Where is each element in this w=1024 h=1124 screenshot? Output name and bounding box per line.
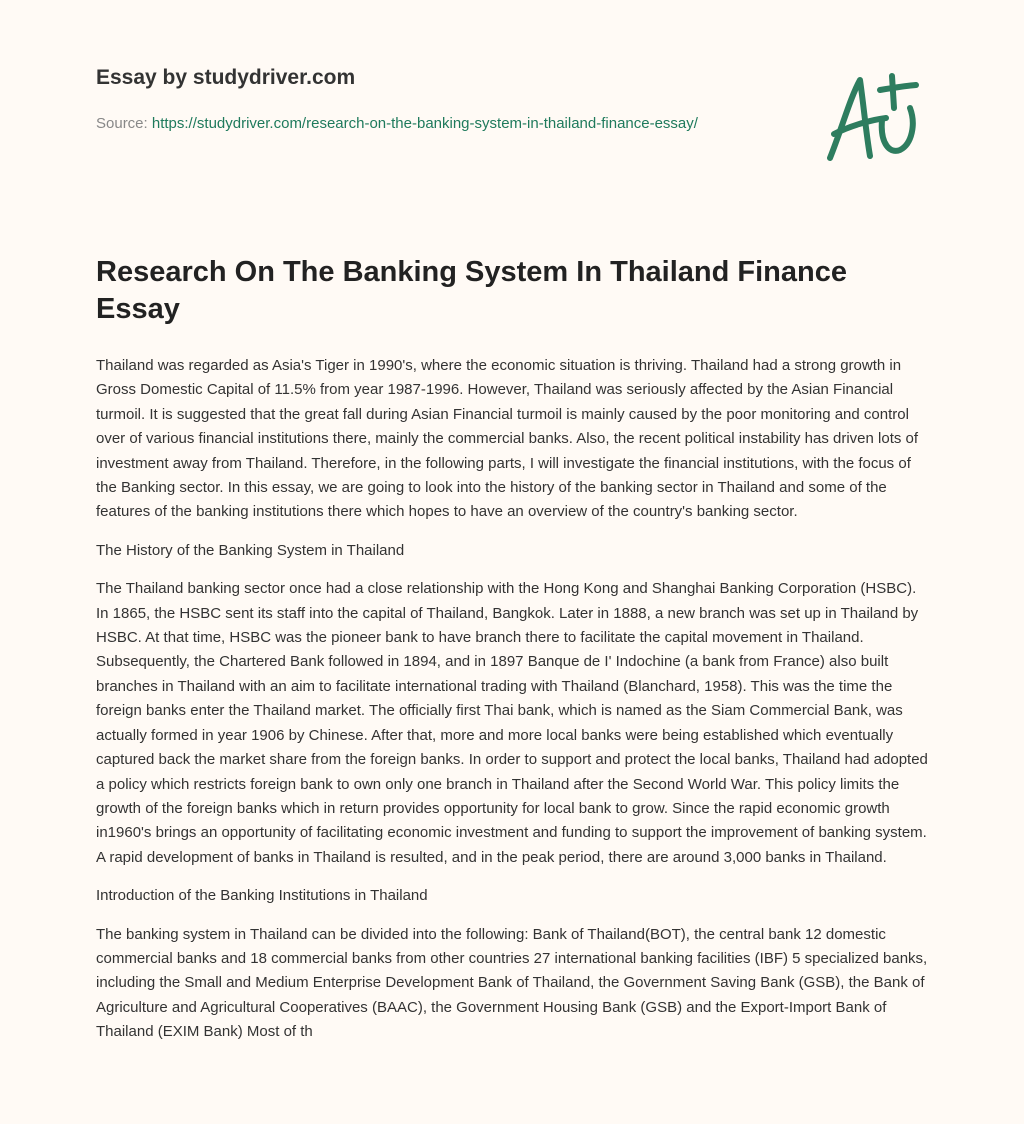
essay-body (96, 354, 932, 1059)
source-link[interactable]: https://studydriver.com/research-on-the-banking-system-in-thailand-finance-essay/ (151, 115, 698, 132)
source-line (96, 112, 736, 136)
paragraph-intro: Thailand was regarded as Asia's Tiger in 1990's, where the economic situation is thriving. Thailand had a strong growth in Gross Domestic Capital of 11.5% from year 1987-1996. However, Thailand was seriously affected by the Asian Financial turmoil. It is suggested that the great fall during Asian Financial turmoil is mainly caused by the poor monitoring and control over of various financial institutions there, mainly the commercial banks. Also, the recent political instability has driven lots of investment away from Thailand. Therefore, in the following parts, I will investigate the financial institutions, with the focus of the Banking sector. In this essay, we are going to look into the history of the banking sector in Thailand and some of the features of the banking institutions there which hopes to have an overview of the country's banking sector. (96, 357, 919, 521)
site-brand: Essay by studydriver.com (96, 66, 356, 89)
a-plus-logo-icon (820, 68, 930, 168)
paragraph-institutions: The banking system in Thailand can be divided into the following: Bank of Thailand(BOT), the central bank 12 domestic commercial banks and 18 commercial banks from other countries 27 international banking facilities (IBF) 5 specialized banks, including the Small and Medium Enterprise Development Bank of Thailand, the Government Saving Bank (GSB), the Bank of Agriculture and Agricultural Cooperatives (BAAC), the Government Housing Bank (GSB) and the Export-Import Bank of Thailand (EXIM Bank) Most of th (96, 925, 928, 1041)
essay-title: Research On The Banking System In Thailand Finance Essay (96, 256, 847, 325)
paragraph-history: The Thailand banking sector once had a close relationship with the Hong Kong and Shanghai Banking Corporation (HSBC). In 1865, the HSBC sent its staff into the capital of Thailand, Bangkok. Later in 1888, a new branch was set up in Thailand by HSBC. At that time, HSBC was the pioneer bank to have branch there to facilitate the capital movement in Thailand. Subsequently, the Chartered Bank followed in 1894, and in 1897 Banque de I' Indochine (a bank from France) also built branches in Thailand with an aim to facilitate international trading with Thailand (Blanchard, 1958). This was the time the foreign banks enter the Thailand market. The officially first Thai bank, which is named as the Siam Commercial Bank, was actually formed in year 1906 by Chinese. After that, more and more local banks were being established which eventually captured back the market share from the foreign banks. In order to support and protect the local banks, Thailand had adopted a policy which restricts foreign bank to own only one branch in Thailand after the Second World War. This policy limits the growth of the foreign banks which in return provides opportunity for local bank to grow. Since the rapid economic growth in1960's brings an opportunity of facilitating economic investment and funding to support the improvement of banking system. A rapid development of banks in Thailand is resulted, and in the peak period, there are around 3,000 banks in Thailand. (96, 580, 928, 866)
section-heading-history: The History of the Banking System in Thailand (96, 541, 405, 559)
source-label: Source: (96, 115, 148, 132)
section-heading-institutions: Introduction of the Banking Institutions in Thailand (96, 887, 428, 905)
